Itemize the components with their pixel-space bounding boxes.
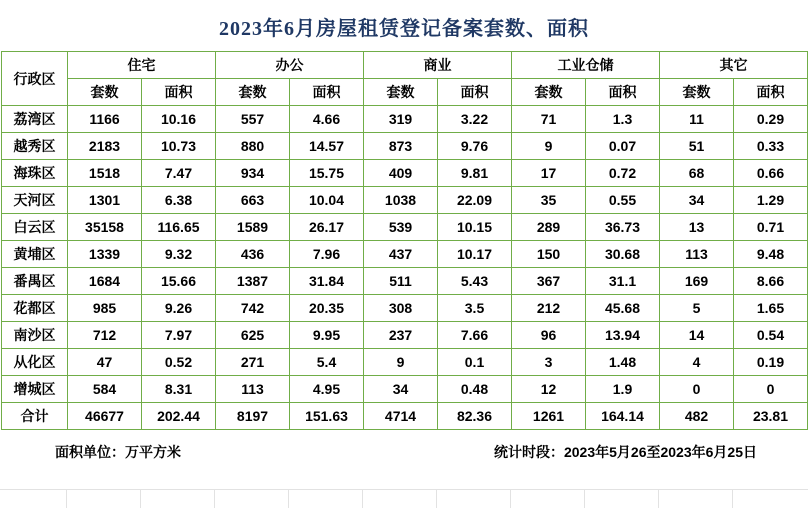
table-cell-value: 5.43 [438, 268, 512, 295]
table-cell-value: 1339 [68, 241, 142, 268]
table-cell-value: 319 [364, 106, 438, 133]
table-row [2, 403, 808, 430]
table-cell-value: 202.44 [142, 403, 216, 430]
table-cell-value: 5.4 [290, 349, 364, 376]
header-sub-area-commercial: 面积 [438, 79, 512, 106]
table-cell-value: 880 [216, 133, 290, 160]
table-cell-value: 15.75 [290, 160, 364, 187]
table-cell-value: 20.35 [290, 295, 364, 322]
table-cell-value: 51 [660, 133, 734, 160]
table-cell-value: 113 [660, 241, 734, 268]
table-cell-value: 36.73 [586, 214, 660, 241]
table-cell-value: 1.29 [734, 187, 808, 214]
table-cell-value: 4.66 [290, 106, 364, 133]
table-cell-value: 3.22 [438, 106, 512, 133]
table-cell-value: 9.76 [438, 133, 512, 160]
table-cell-value: 17 [512, 160, 586, 187]
table-cell-value: 23.81 [734, 403, 808, 430]
table-row [2, 133, 808, 160]
table-cell-value: 31.84 [290, 268, 364, 295]
table-cell-value: 6.38 [142, 187, 216, 214]
table-cell-value: 4.95 [290, 376, 364, 403]
table-cell-value: 0.33 [734, 133, 808, 160]
header-group-other: 其它 [660, 52, 808, 79]
table-cell-value: 71 [512, 106, 586, 133]
table-cell-value: 46677 [68, 403, 142, 430]
table-cell-value: 409 [364, 160, 438, 187]
table-cell-value: 113 [216, 376, 290, 403]
table-cell-value: 271 [216, 349, 290, 376]
table-cell-value: 30.68 [586, 241, 660, 268]
table-sub-header-row [2, 79, 808, 106]
table-cell-region: 番禺区 [2, 268, 68, 295]
table-cell-value: 367 [512, 268, 586, 295]
table-group-header-row [2, 52, 808, 79]
table-cell-value: 0.54 [734, 322, 808, 349]
table-cell-value: 4 [660, 349, 734, 376]
table-cell-value: 0.07 [586, 133, 660, 160]
table-cell-value: 1.65 [734, 295, 808, 322]
header-group-commercial: 商业 [364, 52, 512, 79]
table-cell-region: 荔湾区 [2, 106, 68, 133]
table-cell-value: 0.48 [438, 376, 512, 403]
table-cell-value: 1.3 [586, 106, 660, 133]
table-cell-value: 169 [660, 268, 734, 295]
table-cell-value: 1261 [512, 403, 586, 430]
table-cell-value: 3.5 [438, 295, 512, 322]
table-cell-value: 13 [660, 214, 734, 241]
header-sub-area-other: 面积 [734, 79, 808, 106]
header-sub-area-industrial: 面积 [586, 79, 660, 106]
table-cell-value: 150 [512, 241, 586, 268]
table-cell-value: 1518 [68, 160, 142, 187]
table-cell-value: 47 [68, 349, 142, 376]
table-row [2, 214, 808, 241]
table-row [2, 241, 808, 268]
header-group-residential: 住宅 [68, 52, 216, 79]
table-row [2, 322, 808, 349]
header-sub-count-industrial: 套数 [512, 79, 586, 106]
table-cell-value: 8.31 [142, 376, 216, 403]
table-cell-value: 237 [364, 322, 438, 349]
table-cell-value: 482 [660, 403, 734, 430]
table-cell-value: 1684 [68, 268, 142, 295]
table-cell-region: 越秀区 [2, 133, 68, 160]
table-cell-value: 985 [68, 295, 142, 322]
table-cell-value: 8197 [216, 403, 290, 430]
table-cell-value: 10.73 [142, 133, 216, 160]
table-cell-value: 3 [512, 349, 586, 376]
table-cell-value: 31.1 [586, 268, 660, 295]
table-cell-region: 白云区 [2, 214, 68, 241]
table-cell-value: 9.26 [142, 295, 216, 322]
table-row [2, 349, 808, 376]
table-row [2, 187, 808, 214]
table-cell-value: 14.57 [290, 133, 364, 160]
table-cell-value: 1166 [68, 106, 142, 133]
table-cell-value: 10.15 [438, 214, 512, 241]
table-cell-value: 13.94 [586, 322, 660, 349]
table-cell-value: 7.47 [142, 160, 216, 187]
table-cell-value: 1.9 [586, 376, 660, 403]
rental-registration-table [1, 51, 808, 430]
table-cell-region: 从化区 [2, 349, 68, 376]
table-cell-value: 437 [364, 241, 438, 268]
table-cell-value: 45.68 [586, 295, 660, 322]
table-cell-region: 花都区 [2, 295, 68, 322]
table-cell-value: 0.52 [142, 349, 216, 376]
header-group-office: 办公 [216, 52, 364, 79]
table-cell-value: 511 [364, 268, 438, 295]
table-cell-value: 625 [216, 322, 290, 349]
table-cell-value: 14 [660, 322, 734, 349]
table-cell-value: 1.48 [586, 349, 660, 376]
table-cell-value: 164.14 [586, 403, 660, 430]
header-region: 行政区 [2, 52, 68, 106]
table-cell-value: 5 [660, 295, 734, 322]
table-cell-value: 8.66 [734, 268, 808, 295]
table-cell-value: 1038 [364, 187, 438, 214]
table-row [2, 106, 808, 133]
table-cell-value: 82.36 [438, 403, 512, 430]
table-row [2, 376, 808, 403]
table-cell-value: 9.32 [142, 241, 216, 268]
table-cell-value: 0 [660, 376, 734, 403]
header-sub-count-residential: 套数 [68, 79, 142, 106]
period-label: 统计时段：2023年5月26至2023年6月25日 [493, 444, 757, 460]
header-sub-area-office: 面积 [290, 79, 364, 106]
table-cell-value: 0.55 [586, 187, 660, 214]
table-footer [1, 430, 807, 462]
header-sub-count-commercial: 套数 [364, 79, 438, 106]
header-sub-area-residential: 面积 [142, 79, 216, 106]
table-cell-value: 7.97 [142, 322, 216, 349]
table-cell-value: 9.95 [290, 322, 364, 349]
table-cell-value: 0.66 [734, 160, 808, 187]
table-cell-value: 539 [364, 214, 438, 241]
table-cell-value: 0.71 [734, 214, 808, 241]
table-cell-value: 0.19 [734, 349, 808, 376]
table-cell-region: 海珠区 [2, 160, 68, 187]
table-cell-value: 26.17 [290, 214, 364, 241]
table-cell-value: 2183 [68, 133, 142, 160]
table-body [2, 106, 808, 430]
table-row [2, 160, 808, 187]
table-row [2, 295, 808, 322]
table-cell-value: 68 [660, 160, 734, 187]
table-cell-value: 0.29 [734, 106, 808, 133]
table-cell-value: 9.81 [438, 160, 512, 187]
table-row [2, 268, 808, 295]
table-cell-value: 663 [216, 187, 290, 214]
table-cell-value: 9 [512, 133, 586, 160]
table-cell-value: 10.04 [290, 187, 364, 214]
page-title: 2023年6月房屋租赁登记备案套数、面积 [219, 18, 589, 40]
table-cell-value: 0.72 [586, 160, 660, 187]
table-cell-value: 934 [216, 160, 290, 187]
table-cell-value: 151.63 [290, 403, 364, 430]
table-cell-value: 308 [364, 295, 438, 322]
header-sub-count-other: 套数 [660, 79, 734, 106]
table-cell-value: 35 [512, 187, 586, 214]
table-cell-value: 12 [512, 376, 586, 403]
table-cell-value: 1301 [68, 187, 142, 214]
table-cell-region: 合计 [2, 403, 68, 430]
table-cell-value: 11 [660, 106, 734, 133]
table-cell-value: 0.1 [438, 349, 512, 376]
header-group-industrial: 工业仓储 [512, 52, 660, 79]
table-cell-region: 天河区 [2, 187, 68, 214]
table-cell-value: 9 [364, 349, 438, 376]
table-cell-region: 黄埔区 [2, 241, 68, 268]
unit-label: 面积单位：万平方米 [55, 444, 181, 460]
table-cell-value: 436 [216, 241, 290, 268]
header-sub-count-office: 套数 [216, 79, 290, 106]
table-cell-value: 34 [660, 187, 734, 214]
table-cell-value: 4714 [364, 403, 438, 430]
table-cell-value: 10.16 [142, 106, 216, 133]
table-cell-value: 22.09 [438, 187, 512, 214]
table-cell-value: 0 [734, 376, 808, 403]
table-cell-region: 增城区 [2, 376, 68, 403]
sheet-gridline-strip [0, 489, 808, 508]
table-cell-value: 7.96 [290, 241, 364, 268]
table-cell-value: 1387 [216, 268, 290, 295]
table-cell-value: 742 [216, 295, 290, 322]
table-cell-value: 1589 [216, 214, 290, 241]
table-cell-value: 96 [512, 322, 586, 349]
table-cell-value: 35158 [68, 214, 142, 241]
table-cell-value: 212 [512, 295, 586, 322]
table-cell-value: 584 [68, 376, 142, 403]
table-cell-value: 116.65 [142, 214, 216, 241]
table-cell-value: 873 [364, 133, 438, 160]
table-cell-value: 34 [364, 376, 438, 403]
table-cell-value: 7.66 [438, 322, 512, 349]
table-cell-value: 9.48 [734, 241, 808, 268]
table-cell-value: 10.17 [438, 241, 512, 268]
table-cell-value: 557 [216, 106, 290, 133]
table-cell-value: 15.66 [142, 268, 216, 295]
table-cell-value: 712 [68, 322, 142, 349]
table-cell-region: 南沙区 [2, 322, 68, 349]
table-cell-value: 289 [512, 214, 586, 241]
